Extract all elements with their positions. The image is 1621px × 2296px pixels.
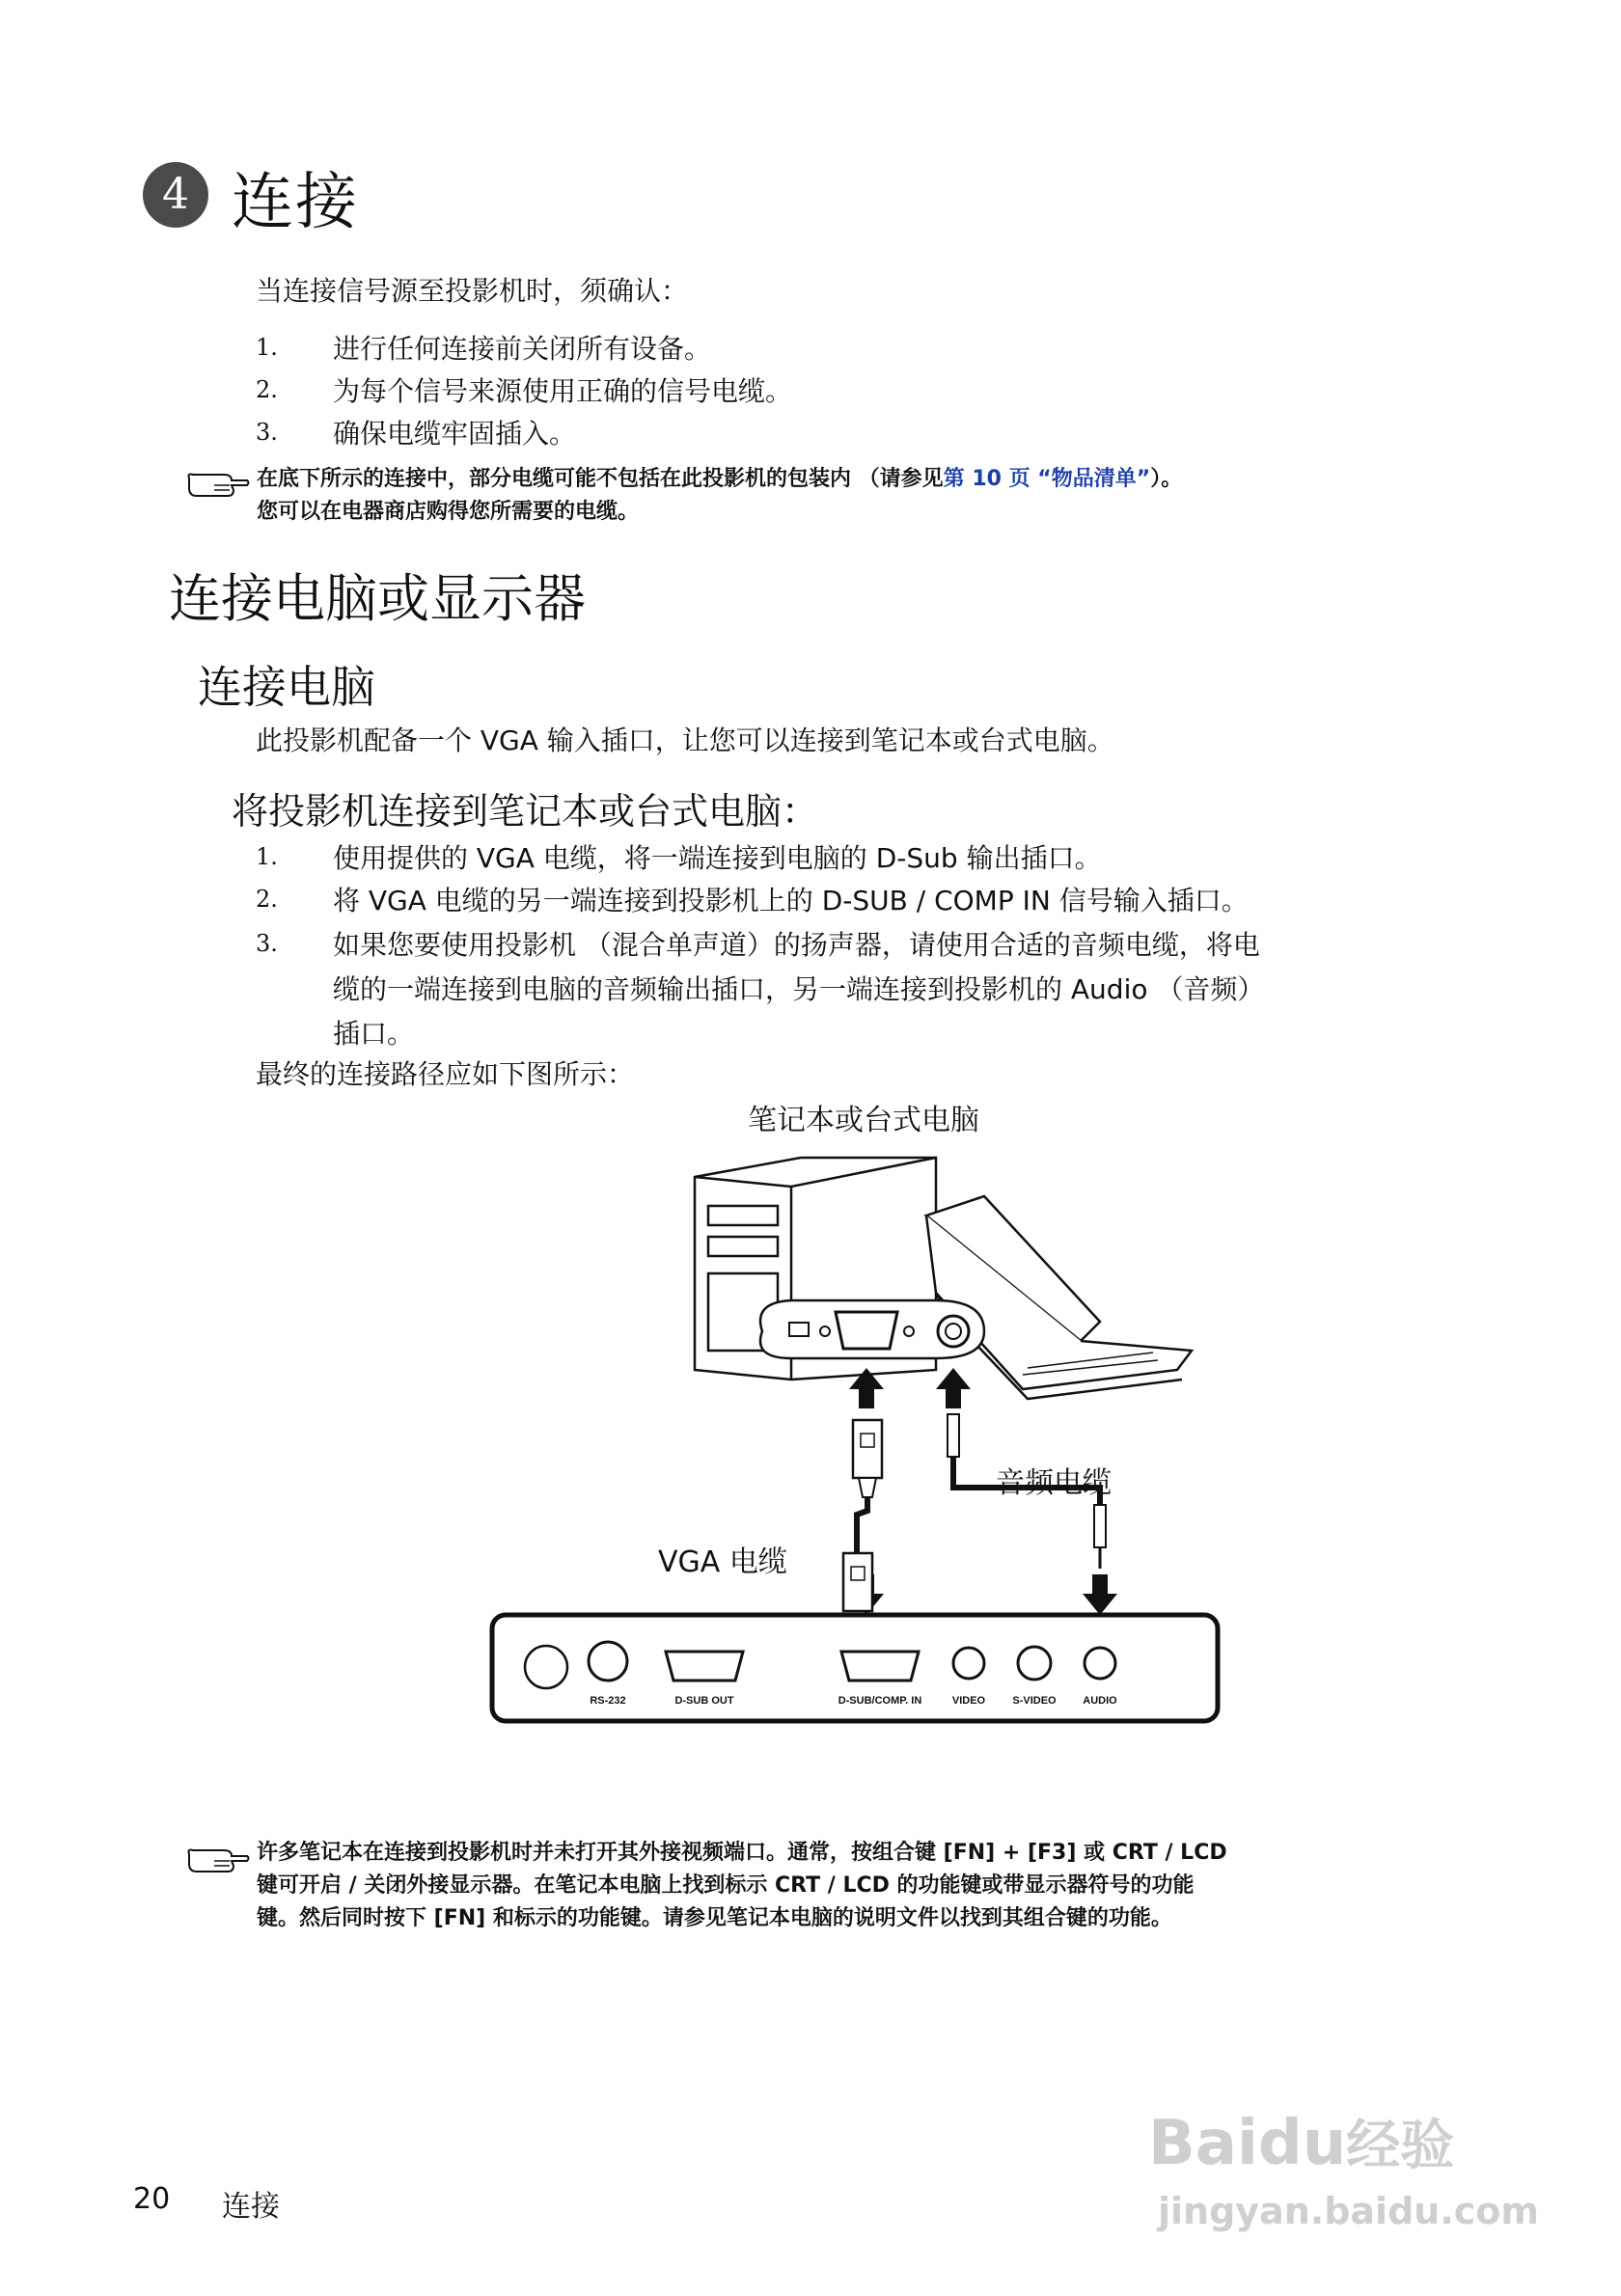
note-2-line: 键可开启 / 关闭外接显示器。在笔记本电脑上找到标示 CRT / LCD 的功能键或带显示器符号的功能 bbox=[257, 1873, 1195, 1898]
page-number: 20 bbox=[133, 2182, 171, 2216]
list-number: 1. bbox=[256, 334, 278, 361]
subsection-description: 此投影机配备一个 VGA 输入插口，让您可以连接到笔记本或台式电脑。 bbox=[256, 724, 1114, 756]
video-port bbox=[953, 1648, 984, 1679]
note-1 bbox=[257, 463, 1511, 529]
port-label: S-VIDEO bbox=[1012, 1695, 1057, 1707]
rs232-port bbox=[589, 1642, 627, 1681]
port-label: RS-232 bbox=[590, 1695, 626, 1707]
upward-arrows bbox=[849, 1368, 1117, 1615]
step-text-line: 缆的一端连接到电脑的音频输出插口，另一端连接到投影机的 Audio （音频） bbox=[333, 973, 1265, 1005]
dsub-in-port bbox=[841, 1652, 919, 1681]
step-text-line: 如果您要使用投影机 （混合单声道）的扬声器，请使用合适的音频电缆，将电 bbox=[333, 929, 1260, 961]
watermark-brand: Bai bbox=[1148, 2108, 1258, 2179]
steps-title: 将投影机连接到笔记本或台式电脑： bbox=[232, 790, 819, 833]
list-item bbox=[256, 330, 1414, 369]
note-2-line: 许多笔记本在连接到投影机时并未打开其外接视频端口。通常，按组合键 [FN] + [F3] 或 CRT / LCD bbox=[257, 1841, 1227, 1865]
note-1-text-end: ）。 bbox=[1150, 467, 1183, 491]
audio-cable bbox=[948, 1414, 1106, 1569]
audio-in-port bbox=[1085, 1648, 1115, 1679]
audio-cable-label: 音频电缆 bbox=[996, 1466, 1112, 1500]
power-socket bbox=[525, 1646, 567, 1688]
port-label: AUDIO bbox=[1083, 1695, 1117, 1707]
port-label: D-SUB OUT bbox=[674, 1695, 734, 1707]
list-item bbox=[256, 372, 1414, 411]
computer-port-panel bbox=[760, 1300, 984, 1358]
baidu-watermark bbox=[1148, 2103, 1454, 2180]
port-label: D-SUB/COMP. IN bbox=[838, 1695, 922, 1707]
watermark-suffix: 经验 bbox=[1346, 2115, 1455, 2177]
note-1-text: 在底下所示的连接中，部分电缆可能不包括在此投影机的包装内 （请参见 bbox=[257, 467, 944, 491]
connection-diagram bbox=[482, 1148, 1254, 1765]
laptop-illustration bbox=[926, 1196, 1192, 1399]
vga-out-port bbox=[836, 1312, 897, 1349]
step-text: 将 VGA 电缆的另一端连接到投影机上的 D-SUB / COMP IN 信号输入插口。 bbox=[333, 885, 1249, 916]
step-text-line: 插口。 bbox=[333, 1018, 415, 1050]
subsection-title: 连接电脑 bbox=[198, 661, 375, 713]
arrow-down-icon bbox=[1083, 1574, 1117, 1615]
step-text: 使用提供的 VGA 电缆，将一端连接到电脑的 D-Sub 输出插口。 bbox=[333, 842, 1102, 874]
dsub-out-port bbox=[666, 1652, 743, 1681]
port-label: VIDEO bbox=[951, 1695, 986, 1707]
computer-label: 笔记本或台式电脑 bbox=[748, 1104, 979, 1137]
s-video-port bbox=[1018, 1647, 1051, 1680]
footer-section: 连接 bbox=[222, 2190, 280, 2224]
list-text: 确保电缆牢固插入。 bbox=[333, 418, 577, 450]
page-10-link[interactable]: 第 10 页 “物品清单” bbox=[943, 467, 1151, 491]
section-title: 连接电脑或显示器 bbox=[169, 568, 586, 629]
note-1-line-1 bbox=[257, 463, 1511, 496]
note-2-line: 键。然后同时按下 [FN] 和标示的功能键。请参见笔记本电脑的说明文件以找到其组合键的功能。 bbox=[257, 1906, 1172, 1930]
step-number: 1. bbox=[256, 843, 278, 870]
list-number: 3. bbox=[256, 419, 278, 446]
note-hand-icon bbox=[185, 1845, 251, 1875]
arrow-up-icon bbox=[936, 1368, 971, 1408]
result-text: 最终的连接路径应如下图所示： bbox=[256, 1058, 635, 1090]
vga-cable-label: VGA 电缆 bbox=[658, 1545, 787, 1579]
watermark-brand-2: du bbox=[1257, 2108, 1347, 2179]
note-1-line-2: 您可以在电器商店购得您所需要的电缆。 bbox=[257, 500, 640, 524]
list-item bbox=[256, 415, 1414, 453]
note-hand-icon bbox=[185, 469, 251, 500]
chapter-title: 连接 bbox=[232, 167, 359, 238]
list-text: 为每个信号来源使用正确的信号电缆。 bbox=[333, 375, 793, 407]
watermark-url: jingyan.baidu.com bbox=[1158, 2190, 1539, 2232]
chapter-number-badge: 4 bbox=[143, 162, 208, 228]
step-number: 3. bbox=[256, 930, 278, 957]
list-number: 2. bbox=[256, 376, 278, 403]
step-number: 2. bbox=[256, 886, 278, 913]
intro-text: 当连接信号源至投影机时，须确认： bbox=[256, 275, 689, 307]
note-2 bbox=[257, 1837, 1511, 1935]
list-text: 进行任何连接前关闭所有设备。 bbox=[333, 333, 712, 365]
vga-cable bbox=[843, 1420, 882, 1611]
